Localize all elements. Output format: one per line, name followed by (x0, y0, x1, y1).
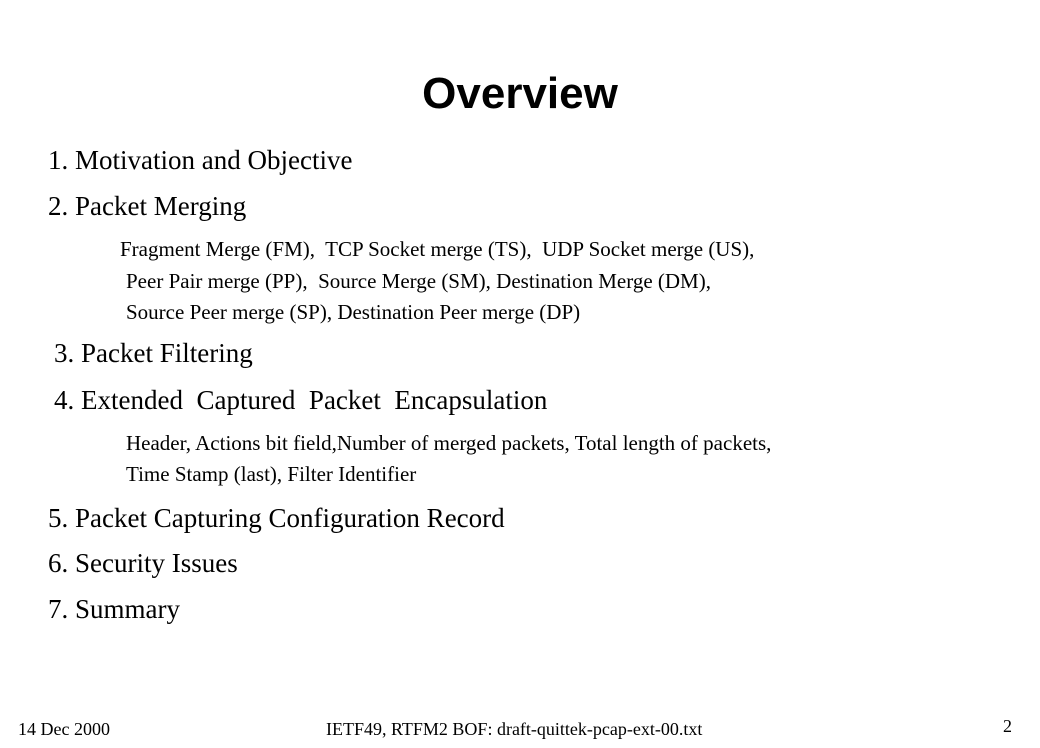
overview-item-packet-filtering: 3. Packet Filtering (54, 338, 253, 368)
slide-title: Overview (422, 69, 618, 118)
overview-item-security: 6. Security Issues (48, 548, 238, 578)
overview-item-encapsulation: 4. Extended Captured Packet Encapsulation (54, 385, 548, 415)
merging-detail-line: Source Peer merge (SP), Destination Peer merge (DP) (126, 300, 581, 324)
overview-item-packet-merging: 2. Packet Merging (48, 191, 247, 221)
encapsulation-detail-line: Time Stamp (last), Filter Identifier (126, 462, 417, 486)
merging-detail-line: Fragment Merge (FM), TCP Socket merge (TS), UDP Socket merge (US), (120, 237, 755, 261)
overview-item-configuration-record: 5. Packet Capturing Configuration Record (48, 503, 505, 533)
page-number: 2 (1003, 716, 1012, 736)
overview-item-summary: 7. Summary (48, 594, 180, 624)
merging-detail-line: Peer Pair merge (PP), Source Merge (SM), Destination Merge (DM), (126, 269, 711, 293)
footer-date: 14 Dec 2000 (18, 719, 110, 739)
overview-item-motivation: 1. Motivation and Objective (48, 145, 353, 175)
footer-center-text: IETF49, RTFM2 BOF: draft-quittek-pcap-ext-00.txt (326, 719, 703, 739)
encapsulation-detail-line: Header, Actions bit field,Number of merged packets, Total length of packets, (126, 431, 772, 455)
